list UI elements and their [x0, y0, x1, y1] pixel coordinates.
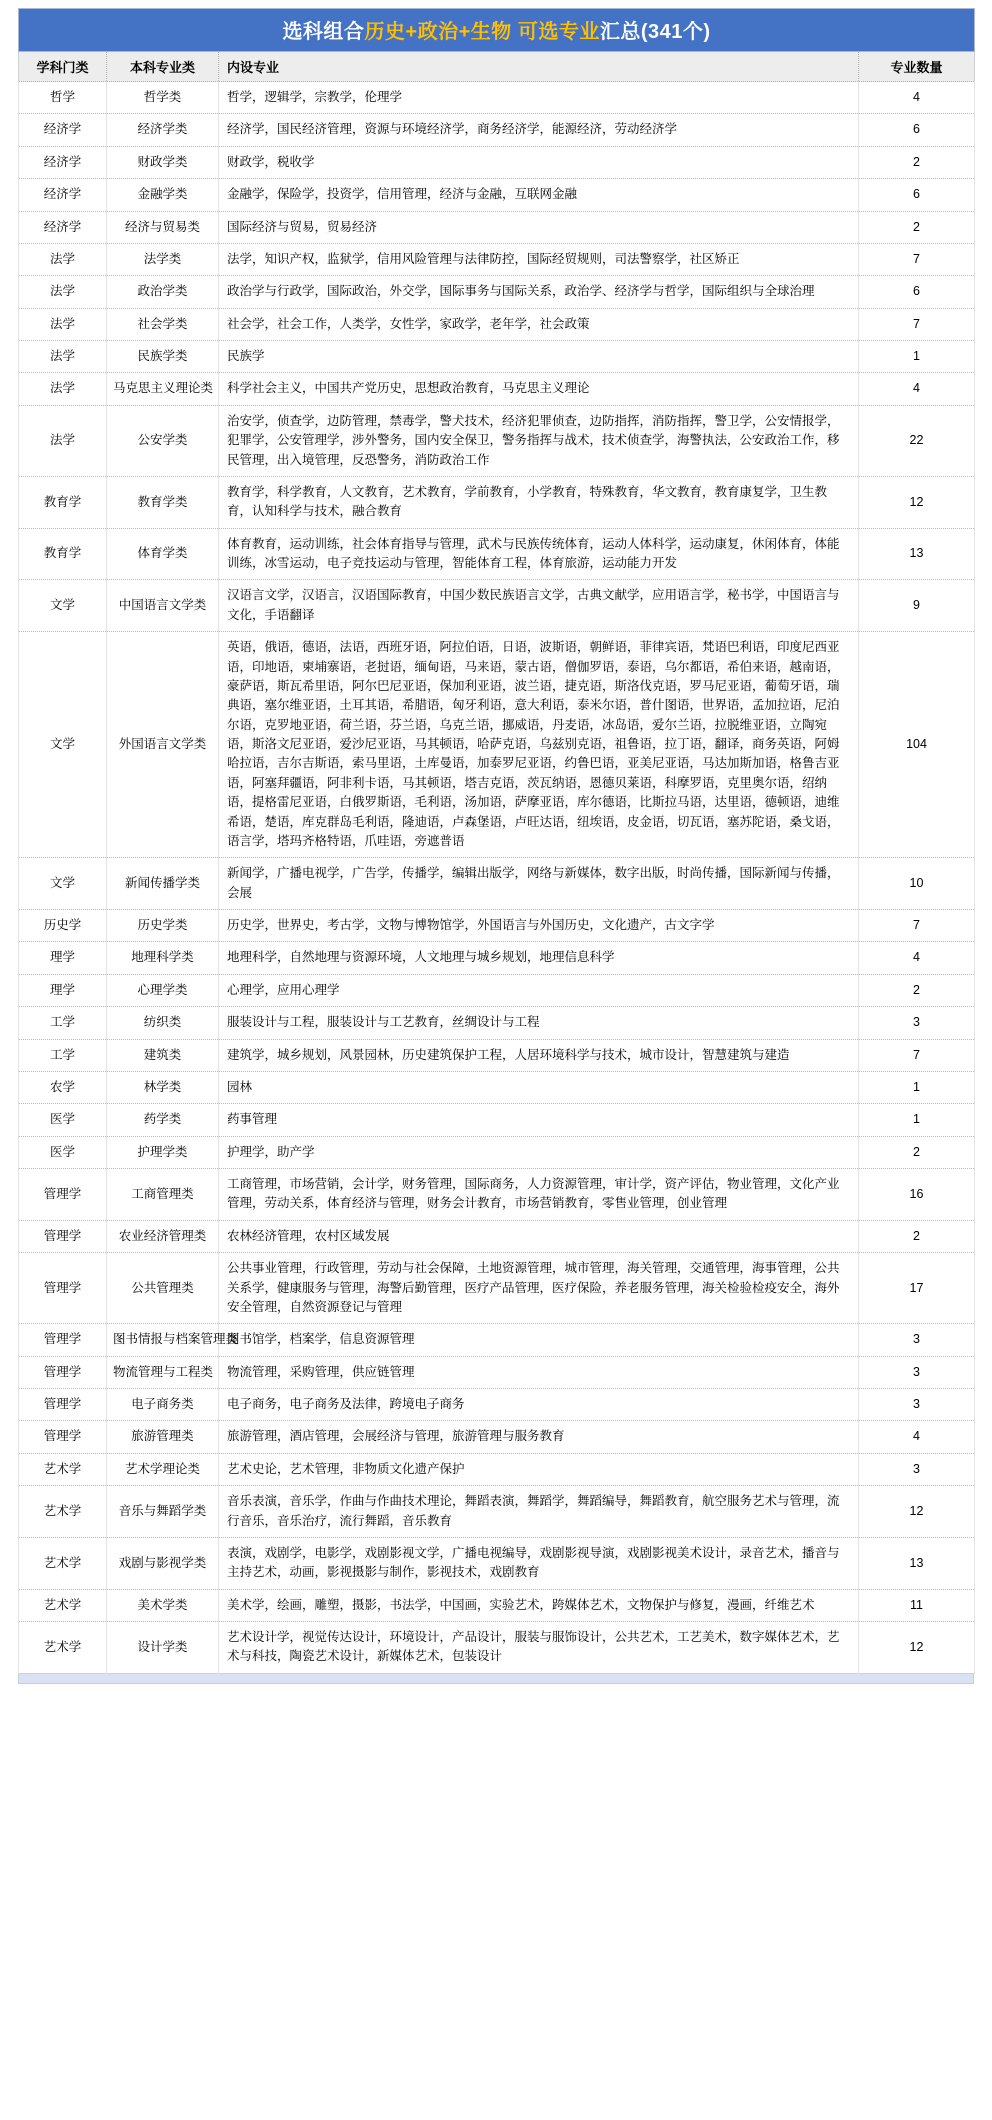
table-row — [19, 114, 975, 146]
cell-majors: 园林 — [219, 1071, 859, 1103]
cell-count: 3 — [859, 1453, 975, 1485]
page-title — [19, 9, 975, 52]
cell-majors: 英语，俄语，德语，法语，西班牙语，阿拉伯语，日语，波斯语，朝鲜语，菲律宾语，梵语巴利语，印度尼西亚语，印地语，柬埔寨语，老挝语，缅甸语，马来语，蒙古语，僧伽罗语，泰语，乌尔都语，希伯来语，越南语，豪萨语，斯瓦希里语，阿尔巴尼亚语，保加利亚语，波兰语，捷克语，斯洛伐克语，罗马尼亚语，葡萄牙语，瑞典语，塞尔维亚语，土耳其语，希腊语，匈牙利语，意大利语，泰米尔语，普什图语，世界语，孟加拉语，尼泊尔语，克罗地亚语，荷兰语，芬兰语，乌克兰语，挪威语，丹麦语，冰岛语，爱尔兰语，拉脱维亚语，立陶宛语，斯洛文尼亚语，爱沙尼亚语，马其顿语，哈萨克语，乌兹别克语，祖鲁语，拉丁语，翻译，商务英语，阿姆哈拉语，吉尔吉斯语，索马里语，土库曼语，加泰罗尼亚语，约鲁巴语，亚美尼亚语，马达加斯加语，格鲁吉亚语，阿塞拜疆语，阿非利卡语，马其顿语，塔吉克语，茨瓦纳语，恩德贝莱语，科摩罗语，克里奥尔语，绍纳语，提格雷尼亚语，白俄罗斯语，毛利语，汤加语，萨摩亚语，库尔德语，比斯拉马语，达里语，德顿语，迪维希语，楚语，库克群岛毛利语，隆迪语，卢森堡语，卢旺达语，纽埃语，皮金语，切瓦语，塞苏陀语，桑戈语，语言学，塔玛齐格特语，爪哇语，旁遮普语 — [219, 632, 859, 858]
cell-subject: 戏剧与影视学类 — [107, 1537, 219, 1589]
cell-category: 医学 — [19, 1104, 107, 1136]
table-row — [19, 1453, 975, 1485]
cell-majors: 工商管理，市场营销，会计学，财务管理，国际商务，人力资源管理，审计学，资产评估，物业管理，文化产业管理，劳动关系，体育经济与管理，财务会计教育，市场营销教育，零售业管理，创业管理 — [219, 1169, 859, 1221]
cell-subject: 设计学类 — [107, 1622, 219, 1674]
table-row — [19, 1136, 975, 1168]
cell-category: 经济学 — [19, 211, 107, 243]
cell-category: 文学 — [19, 632, 107, 858]
cell-count: 7 — [859, 910, 975, 942]
table-row — [19, 1389, 975, 1421]
table-header-row — [19, 52, 975, 82]
cell-count: 1 — [859, 341, 975, 373]
table-row — [19, 476, 975, 528]
cell-majors: 物流管理，采购管理，供应链管理 — [219, 1356, 859, 1388]
cell-count: 16 — [859, 1169, 975, 1221]
cell-majors: 公共事业管理，行政管理，劳动与社会保障，土地资源管理，城市管理，海关管理，交通管理，海事管理，公共关系学，健康服务与管理，海警后勤管理，医疗产品管理，医疗保险，养老服务管理，海关检验检疫安全，海外安全管理，自然资源登记与管理 — [219, 1253, 859, 1324]
cell-category: 法学 — [19, 276, 107, 308]
table-row — [19, 1220, 975, 1252]
cell-subject: 金融学类 — [107, 179, 219, 211]
cell-majors: 教育学，科学教育，人文教育，艺术教育，学前教育，小学教育，特殊教育，华文教育，教育康复学，卫生教育，认知科学与技术，融合教育 — [219, 476, 859, 528]
cell-category: 管理学 — [19, 1389, 107, 1421]
cell-subject: 财政学类 — [107, 146, 219, 178]
cell-subject: 电子商务类 — [107, 1389, 219, 1421]
cell-count: 2 — [859, 1136, 975, 1168]
table-row — [19, 942, 975, 974]
cell-count: 6 — [859, 179, 975, 211]
cell-count: 3 — [859, 1356, 975, 1388]
cell-count: 4 — [859, 373, 975, 405]
table-row — [19, 243, 975, 275]
cell-category: 工学 — [19, 1007, 107, 1039]
cell-subject: 政治学类 — [107, 276, 219, 308]
cell-count: 3 — [859, 1007, 975, 1039]
cell-majors: 地理科学，自然地理与资源环境，人文地理与城乡规划，地理信息科学 — [219, 942, 859, 974]
cell-subject: 马克思主义理论类 — [107, 373, 219, 405]
cell-count: 13 — [859, 528, 975, 580]
table-row — [19, 1589, 975, 1621]
cell-count: 2 — [859, 211, 975, 243]
cell-category: 艺术学 — [19, 1486, 107, 1538]
column-header-majors[interactable]: 内设专业 — [219, 52, 859, 82]
cell-count: 7 — [859, 1039, 975, 1071]
table-row — [19, 1253, 975, 1324]
cell-category: 艺术学 — [19, 1453, 107, 1485]
cell-majors: 护理学，助产学 — [219, 1136, 859, 1168]
table-row — [19, 1537, 975, 1589]
cell-majors: 治安学，侦查学，边防管理，禁毒学，警犬技术，经济犯罪侦查，边防指挥，消防指挥，警卫学，公安情报学，犯罪学，公安管理学，涉外警务，国内安全保卫，警务指挥与战术，技术侦查学，海警执法，公安政治工作，移民管理，出入境管理，反恐警务，消防政治工作 — [219, 405, 859, 476]
table-row — [19, 276, 975, 308]
cell-category: 农学 — [19, 1071, 107, 1103]
cell-subject: 法学类 — [107, 243, 219, 275]
table-row — [19, 341, 975, 373]
cell-category: 经济学 — [19, 114, 107, 146]
cell-majors: 哲学，逻辑学，宗教学，伦理学 — [219, 82, 859, 114]
cell-category: 文学 — [19, 858, 107, 910]
cell-majors: 历史学，世界史，考古学，文物与博物馆学，外国语言与外国历史，文化遗产，古文字学 — [219, 910, 859, 942]
table-row — [19, 580, 975, 632]
title-accent: 历史+政治+生物 可选专业 — [364, 21, 600, 43]
cell-majors: 财政学，税收学 — [219, 146, 859, 178]
table-row — [19, 1622, 975, 1674]
table-row — [19, 632, 975, 858]
table-row — [19, 974, 975, 1006]
cell-majors: 电子商务，电子商务及法律，跨境电子商务 — [219, 1389, 859, 1421]
table-row — [19, 1356, 975, 1388]
cell-subject: 音乐与舞蹈学类 — [107, 1486, 219, 1538]
cell-subject: 教育学类 — [107, 476, 219, 528]
table-row — [19, 373, 975, 405]
cell-category: 法学 — [19, 373, 107, 405]
cell-subject: 药学类 — [107, 1104, 219, 1136]
cell-count: 3 — [859, 1389, 975, 1421]
cell-count: 1 — [859, 1104, 975, 1136]
table-row — [19, 910, 975, 942]
table-body — [19, 82, 975, 1674]
cell-count: 4 — [859, 1421, 975, 1453]
cell-subject: 民族学类 — [107, 341, 219, 373]
cell-category: 艺术学 — [19, 1622, 107, 1674]
cell-category: 历史学 — [19, 910, 107, 942]
table-row — [19, 1007, 975, 1039]
cell-category: 医学 — [19, 1136, 107, 1168]
cell-category: 理学 — [19, 942, 107, 974]
cell-count: 12 — [859, 1622, 975, 1674]
cell-count: 4 — [859, 82, 975, 114]
cell-count: 13 — [859, 1537, 975, 1589]
cell-count: 7 — [859, 308, 975, 340]
cell-count: 7 — [859, 243, 975, 275]
cell-subject: 美术学类 — [107, 1589, 219, 1621]
cell-majors: 社会学，社会工作，人类学，女性学，家政学，老年学，社会政策 — [219, 308, 859, 340]
cell-subject: 外国语言文学类 — [107, 632, 219, 858]
cell-majors: 艺术史论，艺术管理，非物质文化遗产保护 — [219, 1453, 859, 1485]
cell-subject: 体育学类 — [107, 528, 219, 580]
cell-count: 17 — [859, 1253, 975, 1324]
cell-category: 法学 — [19, 243, 107, 275]
table-row — [19, 179, 975, 211]
cell-category: 教育学 — [19, 528, 107, 580]
table-row — [19, 82, 975, 114]
cell-subject: 公共管理类 — [107, 1253, 219, 1324]
cell-category: 管理学 — [19, 1421, 107, 1453]
cell-count: 104 — [859, 632, 975, 858]
table-row — [19, 146, 975, 178]
table-row — [19, 1324, 975, 1356]
title-suffix: 汇总(341个) — [599, 21, 711, 43]
cell-subject: 护理学类 — [107, 1136, 219, 1168]
cell-majors: 旅游管理，酒店管理，会展经济与管理，旅游管理与服务教育 — [219, 1421, 859, 1453]
cell-count: 1 — [859, 1071, 975, 1103]
cell-subject: 经济学类 — [107, 114, 219, 146]
cell-subject: 艺术学理论类 — [107, 1453, 219, 1485]
cell-majors: 表演，戏剧学，电影学，戏剧影视文学，广播电视编导，戏剧影视导演，戏剧影视美术设计，录音艺术，播音与主持艺术，动画，影视摄影与制作，影视技术，戏剧教育 — [219, 1537, 859, 1589]
cell-subject: 图书情报与档案管理类 — [107, 1324, 219, 1356]
cell-majors: 音乐表演，音乐学，作曲与作曲技术理论，舞蹈表演，舞蹈学，舞蹈编导，舞蹈教育，航空服务艺术与管理，流行音乐，音乐治疗，流行舞蹈，音乐教育 — [219, 1486, 859, 1538]
cell-count: 11 — [859, 1589, 975, 1621]
table-row — [19, 1486, 975, 1538]
cell-category: 管理学 — [19, 1324, 107, 1356]
cell-majors: 图书馆学，档案学，信息资源管理 — [219, 1324, 859, 1356]
cell-count: 12 — [859, 476, 975, 528]
cell-subject: 旅游管理类 — [107, 1421, 219, 1453]
cell-count: 2 — [859, 974, 975, 1006]
cell-category: 理学 — [19, 974, 107, 1006]
cell-count: 4 — [859, 942, 975, 974]
cell-count: 6 — [859, 276, 975, 308]
cell-subject: 社会学类 — [107, 308, 219, 340]
cell-majors: 体育教育，运动训练，社会体育指导与管理，武术与民族传统体育，运动人体科学，运动康复，休闲体育，体能训练，冰雪运动，电子竞技运动与管理，智能体育工程，体育旅游，运动能力开发 — [219, 528, 859, 580]
cell-count: 22 — [859, 405, 975, 476]
footer-strip — [18, 1674, 974, 1684]
table-row — [19, 528, 975, 580]
cell-subject: 心理学类 — [107, 974, 219, 1006]
table-row — [19, 858, 975, 910]
cell-category: 哲学 — [19, 82, 107, 114]
cell-category: 教育学 — [19, 476, 107, 528]
column-header-subject[interactable]: 本科专业类 — [107, 52, 219, 82]
cell-majors: 经济学，国民经济管理，资源与环境经济学，商务经济学，能源经济，劳动经济学 — [219, 114, 859, 146]
cell-category: 经济学 — [19, 146, 107, 178]
table-row — [19, 1071, 975, 1103]
cell-count: 6 — [859, 114, 975, 146]
cell-count: 12 — [859, 1486, 975, 1538]
table-row — [19, 1039, 975, 1071]
cell-subject: 农业经济管理类 — [107, 1220, 219, 1252]
cell-count: 10 — [859, 858, 975, 910]
cell-category: 文学 — [19, 580, 107, 632]
cell-majors: 服装设计与工程，服装设计与工艺教育，丝绸设计与工程 — [219, 1007, 859, 1039]
cell-subject: 纺织类 — [107, 1007, 219, 1039]
cell-majors: 药事管理 — [219, 1104, 859, 1136]
cell-majors: 民族学 — [219, 341, 859, 373]
cell-majors: 建筑学，城乡规划，风景园林，历史建筑保护工程，人居环境科学与技术，城市设计，智慧建筑与建造 — [219, 1039, 859, 1071]
cell-category: 艺术学 — [19, 1537, 107, 1589]
cell-subject: 公安学类 — [107, 405, 219, 476]
cell-category: 法学 — [19, 405, 107, 476]
cell-count: 2 — [859, 146, 975, 178]
cell-subject: 哲学类 — [107, 82, 219, 114]
cell-subject: 经济与贸易类 — [107, 211, 219, 243]
cell-majors: 科学社会主义，中国共产党历史，思想政治教育，马克思主义理论 — [219, 373, 859, 405]
cell-count: 2 — [859, 1220, 975, 1252]
cell-category: 法学 — [19, 308, 107, 340]
cell-category: 经济学 — [19, 179, 107, 211]
cell-subject: 工商管理类 — [107, 1169, 219, 1221]
cell-count: 9 — [859, 580, 975, 632]
cell-majors: 金融学，保险学，投资学，信用管理，经济与金融，互联网金融 — [219, 179, 859, 211]
table-title-row — [19, 9, 975, 52]
cell-category: 管理学 — [19, 1253, 107, 1324]
table-row — [19, 1169, 975, 1221]
cell-majors: 农林经济管理，农村区域发展 — [219, 1220, 859, 1252]
cell-category: 管理学 — [19, 1220, 107, 1252]
cell-subject: 中国语言文学类 — [107, 580, 219, 632]
cell-majors: 法学，知识产权，监狱学，信用风险管理与法律防控，国际经贸规则，司法警察学，社区矫正 — [219, 243, 859, 275]
cell-category: 工学 — [19, 1039, 107, 1071]
cell-category: 管理学 — [19, 1169, 107, 1221]
cell-category: 管理学 — [19, 1356, 107, 1388]
cell-majors: 心理学，应用心理学 — [219, 974, 859, 1006]
cell-majors: 新闻学，广播电视学，广告学，传播学，编辑出版学，网络与新媒体，数字出版，时尚传播，国际新闻与传播，会展 — [219, 858, 859, 910]
cell-subject: 物流管理与工程类 — [107, 1356, 219, 1388]
cell-subject: 地理科学类 — [107, 942, 219, 974]
table-row — [19, 308, 975, 340]
column-header-count[interactable]: 专业数量 — [859, 52, 975, 82]
cell-count: 3 — [859, 1324, 975, 1356]
cell-subject: 历史学类 — [107, 910, 219, 942]
cell-majors: 政治学与行政学，国际政治，外交学，国际事务与国际关系，政治学、经济学与哲学，国际组织与全球治理 — [219, 276, 859, 308]
cell-majors: 美术学，绘画，雕塑，摄影，书法学，中国画，实验艺术，跨媒体艺术，文物保护与修复，漫画，纤维艺术 — [219, 1589, 859, 1621]
cell-majors: 国际经济与贸易，贸易经济 — [219, 211, 859, 243]
cell-category: 法学 — [19, 341, 107, 373]
cell-subject: 建筑类 — [107, 1039, 219, 1071]
table-row — [19, 1421, 975, 1453]
cell-majors: 艺术设计学，视觉传达设计，环境设计，产品设计，服装与服饰设计，公共艺术，工艺美术，数字媒体艺术，艺术与科技，陶瓷艺术设计，新媒体艺术，包装设计 — [219, 1622, 859, 1674]
column-header-category[interactable]: 学科门类 — [19, 52, 107, 82]
table-row — [19, 211, 975, 243]
table-row — [19, 1104, 975, 1136]
cell-majors: 汉语言文学，汉语言，汉语国际教育，中国少数民族语言文学，古典文献学，应用语言学，秘书学，中国语言与文化，手语翻译 — [219, 580, 859, 632]
table-row — [19, 405, 975, 476]
cell-subject: 林学类 — [107, 1071, 219, 1103]
majors-table — [18, 8, 975, 1674]
cell-subject: 新闻传播学类 — [107, 858, 219, 910]
cell-category: 艺术学 — [19, 1589, 107, 1621]
title-prefix: 选科组合 — [282, 21, 365, 43]
